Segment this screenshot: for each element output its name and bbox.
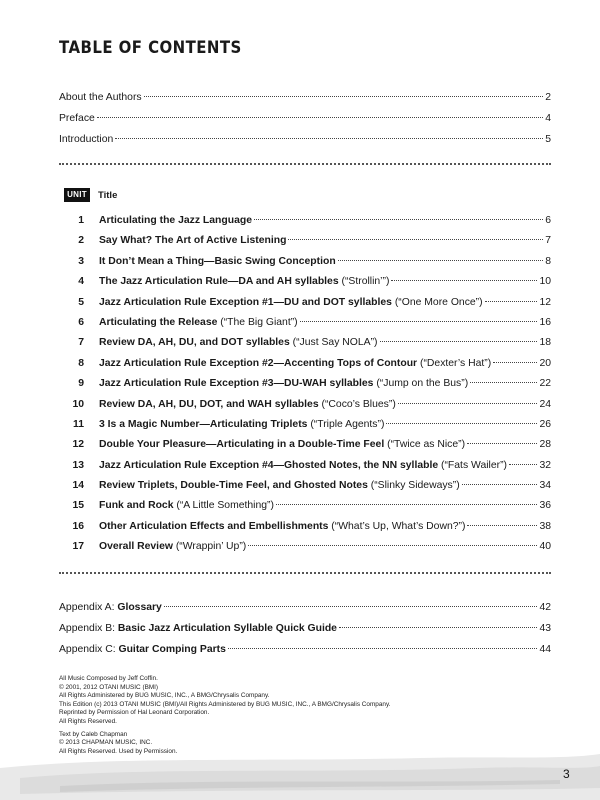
unit-number: 3 (78, 255, 84, 267)
unit-number: 14 (72, 480, 84, 492)
section-divider (59, 163, 551, 165)
unit-page: 16 (539, 316, 551, 328)
toc-entry-label: About the Authors (59, 92, 142, 103)
toc-entry-page: 2 (545, 92, 551, 103)
unit-number: 7 (78, 337, 84, 349)
unit-number: 5 (78, 296, 84, 308)
unit-title: Jazz Articulation Rule Exception #1—DU and DOT syllables (“One More Once”) (99, 296, 483, 308)
unit-page: 18 (539, 337, 551, 349)
credits-block (59, 675, 390, 727)
unit-number: 15 (72, 500, 84, 512)
dot-leader (467, 525, 537, 526)
unit-number: 16 (72, 520, 84, 532)
unit-page: 32 (539, 459, 551, 471)
dot-leader (391, 280, 537, 281)
toc-entry-label: Appendix B: Basic Jazz Articulation Syllable Quick Guide (59, 623, 337, 634)
unit-page: 10 (539, 276, 551, 288)
dot-leader (164, 606, 538, 607)
toc-entry-label: Appendix C: Guitar Comping Parts (59, 644, 226, 655)
unit-page: 22 (539, 378, 551, 390)
unit-title: Jazz Articulation Rule Exception #4—Ghosted Notes, the NN syllable (“Fats Wailer”) (99, 459, 508, 471)
credit-line: All Music Composed by Jeff Coffin. (59, 675, 158, 682)
unit-page: 7 (545, 235, 551, 247)
unit-row[interactable] (64, 415, 551, 435)
unit-page: 8 (545, 255, 551, 267)
toc-entry[interactable] (59, 129, 551, 150)
unit-title: It Don’t Mean a Thing—Basic Swing Conception (99, 255, 336, 267)
unit-row[interactable] (64, 293, 551, 313)
dot-leader (485, 301, 538, 302)
credit-line: Reprinted by Permission of Hal Leonard Corporation. (59, 709, 210, 717)
dot-leader (509, 464, 537, 465)
unit-row[interactable] (64, 496, 551, 516)
unit-row[interactable] (64, 435, 551, 455)
credit-line: All Rights Reserved. (59, 717, 117, 725)
unit-number: 10 (72, 398, 84, 410)
dot-leader (339, 627, 537, 628)
dot-leader (276, 504, 537, 505)
unit-row[interactable] (64, 231, 551, 251)
dot-leader (97, 117, 543, 118)
unit-number: 2 (78, 235, 84, 247)
page-number: 3 (563, 767, 570, 781)
unit-title: Funk and Rock (“A Little Something”) (99, 500, 274, 512)
dot-leader (386, 423, 537, 424)
unit-page: 34 (539, 480, 551, 492)
dot-leader (254, 219, 543, 220)
unit-row[interactable] (64, 456, 551, 476)
unit-row[interactable] (64, 395, 551, 415)
unit-number: 8 (78, 357, 84, 369)
toc-entry-page: 42 (539, 602, 551, 613)
dot-leader (248, 545, 537, 546)
unit-page: 24 (539, 398, 551, 410)
unit-row[interactable] (64, 374, 551, 394)
unit-page: 12 (539, 296, 551, 308)
front-matter-list (59, 87, 551, 150)
credit-line: Text by Caleb Chapman (59, 730, 128, 738)
toc-entry[interactable] (59, 87, 551, 108)
unit-title: Double Your Pleasure—Articulating in a Double-Time Feel (“Twice as Nice”) (99, 439, 466, 451)
unit-page: 40 (539, 541, 551, 553)
dot-leader (467, 443, 537, 444)
unit-row[interactable] (64, 313, 551, 333)
unit-title: Review Triplets, Double-Time Feel, and Ghosted Notes (“Slinky Sideways”) (99, 480, 460, 492)
unit-number: 13 (72, 459, 84, 471)
dot-leader (144, 96, 544, 97)
copyright-credits (59, 675, 390, 756)
unit-number: 4 (78, 276, 84, 288)
dot-leader (288, 239, 543, 240)
unit-row[interactable] (64, 476, 551, 496)
toc-entry[interactable] (59, 108, 551, 129)
unit-page: 26 (539, 418, 551, 430)
toc-entry[interactable] (59, 639, 551, 660)
toc-entry[interactable] (59, 618, 551, 639)
toc-entry-page: 4 (545, 113, 551, 124)
unit-row[interactable] (64, 333, 551, 353)
dot-leader (228, 648, 538, 649)
unit-number: 9 (78, 378, 84, 390)
unit-number: 6 (78, 316, 84, 328)
unit-title: 3 Is a Magic Number—Articulating Triplets (“Triple Agents”) (99, 418, 385, 430)
credit-line: © 2001, 2012 OTANI MUSIC (BMI) (59, 683, 159, 691)
section-divider (59, 572, 551, 574)
dot-leader (338, 260, 544, 261)
page-title: TABLE OF CONTENTS (59, 38, 242, 58)
appendix-list (59, 597, 551, 660)
dot-leader (300, 321, 538, 322)
unit-number: 17 (72, 541, 84, 553)
unit-row[interactable] (64, 537, 551, 557)
unit-page: 6 (545, 215, 551, 226)
units-title-header: Title (98, 189, 118, 201)
credit-line: All Rights Administered by BUG MUSIC, INC., A BMG/Chrysalis Company. (59, 692, 270, 700)
unit-row[interactable] (64, 517, 551, 537)
credit-line: This Edition (c) 2013 OTANI MUSIC (BMI)/All Rights Administered by BUG MUSIC, INC., A BMG/Chrysalis Company. (59, 700, 391, 708)
toc-entry-label: Preface (59, 113, 95, 124)
toc-entry[interactable] (59, 597, 551, 618)
dot-leader (380, 341, 538, 342)
unit-title: Review DA, AH, DU, DOT, and WAH syllables (“Coco’s Blues”) (99, 398, 396, 410)
unit-row[interactable] (64, 354, 551, 374)
unit-number: 1 (78, 215, 84, 226)
unit-title: Say What? The Art of Active Listening (99, 235, 287, 247)
brush-stroke-decoration (0, 748, 600, 800)
unit-row[interactable] (64, 252, 551, 272)
toc-entry-page: 5 (545, 134, 551, 145)
unit-row[interactable] (64, 272, 551, 292)
dot-leader (462, 484, 538, 485)
unit-title: Other Articulation Effects and Embellishments (“What’s Up, What’s Down?”) (99, 520, 466, 532)
unit-title: Overall Review (“Wrappin’ Up”) (99, 541, 247, 553)
unit-row[interactable] (64, 211, 551, 231)
units-header (64, 187, 551, 203)
dot-leader (115, 138, 543, 139)
unit-title: Articulating the Jazz Language (99, 215, 252, 226)
dot-leader (493, 362, 537, 363)
unit-badge: UNIT (64, 188, 90, 202)
units-list (64, 187, 551, 558)
dot-leader (470, 382, 537, 383)
unit-page: 36 (539, 500, 551, 512)
unit-page: 20 (539, 357, 551, 369)
unit-title: Review DA, AH, DU, and DOT syllables (“Just Say NOLA”) (99, 337, 378, 349)
credit-line: All Rights Reserved. Used by Permission. (59, 747, 178, 755)
toc-entry-label: Appendix A: Glossary (59, 602, 162, 613)
toc-entry-page: 43 (539, 623, 551, 634)
unit-title: Jazz Articulation Rule Exception #2—Accenting Tops of Contour (“Dexter’s Hat”) (99, 357, 492, 369)
credit-line: © 2013 CHAPMAN MUSIC, INC. (59, 739, 153, 747)
toc-entry-page: 44 (539, 644, 551, 655)
unit-number: 11 (73, 418, 84, 430)
unit-number: 12 (72, 439, 84, 451)
unit-page: 28 (539, 439, 551, 451)
unit-title: Articulating the Release (“The Big Giant”) (99, 316, 298, 328)
dot-leader (398, 403, 538, 404)
unit-page: 38 (539, 520, 551, 532)
unit-title: The Jazz Articulation Rule—DA and AH syllables (“Strollin’”) (99, 276, 390, 288)
toc-entry-label: Introduction (59, 134, 114, 145)
unit-title: Jazz Articulation Rule Exception #3—DU-WAH syllables (“Jump on the Bus”) (99, 378, 469, 390)
